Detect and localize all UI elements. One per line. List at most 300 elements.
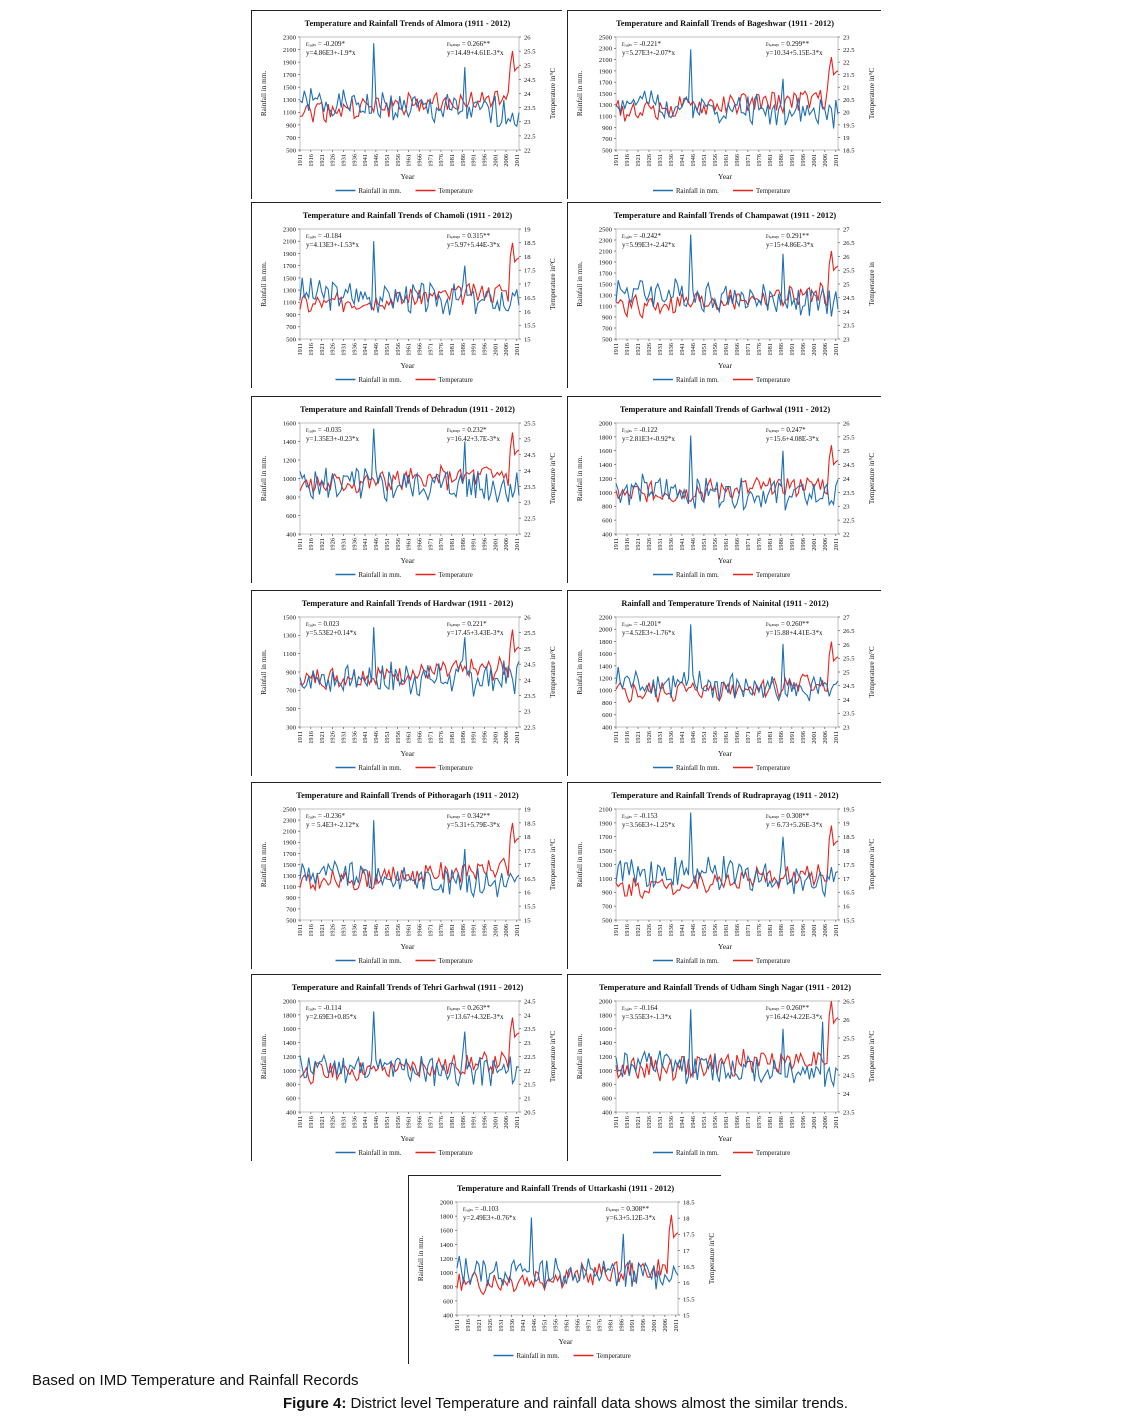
y-tick-label: 700: [286, 687, 296, 695]
legend: [653, 572, 790, 579]
x-tick-label: 1926: [329, 731, 337, 744]
x-tick-label: 1961: [723, 731, 731, 744]
legend-rainfall-label: Rainfall in mm.: [676, 572, 719, 579]
chart-title: Temperature and Rainfall Trends of Bageshwar (1911 - 2012): [615, 19, 835, 28]
y-tick-label: 900: [602, 889, 612, 897]
x-tick-label: 1961: [723, 538, 731, 551]
y-axis-title: Rainfall in mm.: [576, 261, 584, 307]
y-tick-label: 600: [602, 1095, 612, 1103]
y2-tick-label: 23.5: [843, 322, 855, 330]
y-tick-label: 1100: [283, 651, 296, 659]
x-tick-label: 1981: [767, 538, 775, 551]
y-tick-label: 1700: [282, 263, 296, 271]
x-tick-label: 1991: [789, 343, 797, 356]
y-tick-label: 900: [602, 124, 612, 132]
y2-tick-label: 23: [524, 499, 531, 507]
y2-tick-label: 25.5: [843, 434, 855, 442]
x-tick-label: 1961: [723, 154, 731, 167]
y2-tick-label: 24.5: [524, 452, 536, 460]
y2-tick-label: 22.5: [524, 133, 536, 141]
x-tick-label: 1951: [701, 1116, 709, 1129]
y-tick-label: 1800: [282, 1012, 296, 1020]
chart-panel-almora: [251, 10, 562, 199]
x-tick-label: 1981: [767, 731, 775, 744]
x-tick-label: 1986: [618, 1319, 626, 1332]
x-tick-label: 1961: [405, 154, 413, 167]
y2-tick-label: 15: [683, 1312, 690, 1320]
x-tick-label: 2011: [833, 343, 841, 356]
y2-tick-label: 24: [524, 90, 531, 98]
temp-correlation-label: rₜₑₘₚ = 0.342**: [447, 812, 491, 820]
x-tick-label: 1936: [668, 343, 676, 356]
x-tick-label: 1996: [481, 924, 489, 937]
temperature-series-line: [616, 826, 838, 898]
y-tick-label: 2100: [282, 828, 296, 836]
y-tick-label: 900: [286, 311, 296, 319]
x-tick-label: 1921: [318, 343, 326, 356]
x-tick-label: 1976: [756, 1116, 764, 1129]
x-axis-title: Year: [400, 361, 415, 370]
y2-tick-label: 25: [843, 448, 850, 456]
x-tick-label: 1921: [635, 1116, 643, 1129]
x-tick-label: 2001: [492, 343, 500, 356]
x-tick-label: 1991: [789, 154, 797, 167]
legend: [653, 958, 790, 965]
y2-tick-label: 17.5: [683, 1231, 695, 1239]
x-tick-label: 1916: [308, 538, 316, 551]
legend-rainfall-label: Rainfall in mm.: [358, 1150, 402, 1157]
chart-svg: [252, 11, 563, 200]
x-tick-label: 1946: [690, 1116, 698, 1129]
x-tick-label: 1931: [657, 731, 665, 744]
y-tick-label: 1100: [283, 884, 296, 892]
y-tick-label: 500: [286, 147, 296, 155]
y-tick-label: 1000: [282, 475, 296, 483]
y-tick-label: 1300: [282, 287, 296, 295]
chart-title: Temperature and Rainfall Trends of Hardwar (1911 - 2012): [301, 599, 514, 608]
y-tick-label: 1000: [598, 687, 612, 695]
y-axis-title: Rainfall in mm.: [576, 649, 584, 695]
rain-correlation-label: rᵣₐᵢₙ = -0.236*: [306, 812, 346, 820]
x-tick-label: 1916: [624, 731, 632, 744]
x-tick-label: 1941: [362, 731, 370, 744]
x-tick-label: 1991: [789, 1116, 797, 1129]
legend-temperature-label: Temperature: [438, 572, 473, 579]
x-tick-label: 1946: [690, 924, 698, 937]
x-tick-label: 1941: [679, 538, 687, 551]
x-tick-label: 1976: [438, 538, 446, 551]
y-tick-label: 1200: [282, 457, 296, 465]
y2-tick-label: 17: [843, 875, 850, 883]
legend-temperature-label: Temperature: [438, 188, 473, 195]
y-tick-label: 2300: [598, 237, 612, 245]
x-tick-label: 1991: [789, 924, 797, 937]
y2-tick-label: 24.5: [524, 661, 536, 669]
y-tick-label: 700: [286, 134, 296, 142]
y-tick-label: 500: [602, 147, 612, 155]
y-tick-label: 800: [602, 1081, 612, 1089]
x-tick-label: 1976: [438, 1116, 446, 1129]
y2-tick-label: 22.5: [843, 517, 855, 525]
x-tick-label: 1971: [427, 924, 435, 937]
x-tick-label: 1996: [800, 731, 808, 744]
y-tick-label: 1900: [282, 59, 296, 67]
x-tick-label: 2006: [503, 924, 511, 937]
x-tick-label: 1916: [308, 154, 316, 167]
y-tick-label: 1000: [282, 1067, 296, 1075]
x-tick-label: 1971: [427, 731, 435, 744]
y2-tick-label: 23: [524, 1040, 531, 1048]
y2-tick-label: 25.5: [843, 1035, 855, 1043]
temp-correlation-label: rₜₑₘₚ = 0.247*: [766, 426, 806, 434]
y2-tick-label: 18.5: [683, 1199, 695, 1207]
x-tick-label: 1926: [646, 343, 654, 356]
x-tick-label: 1931: [340, 154, 348, 167]
y-tick-label: 1300: [598, 861, 612, 869]
x-tick-label: 1911: [613, 538, 621, 551]
temp-equation-label: y=5.97+5.44E-3*x: [447, 241, 501, 249]
rain-equation-label: y=5.53E2+0.14*x: [306, 629, 357, 637]
y2-tick-label: 23.5: [843, 710, 855, 718]
y2-tick-label: 15: [524, 336, 531, 344]
x-tick-label: 1926: [487, 1319, 495, 1332]
x-tick-label: 1961: [405, 924, 413, 937]
temperature-series-line: [300, 51, 519, 122]
y2-tick-label: 16.5: [524, 295, 536, 303]
x-tick-label: 1951: [701, 924, 709, 937]
y-tick-label: 1600: [598, 1026, 612, 1034]
y-tick-label: 1700: [282, 72, 296, 80]
y2-tick-label: 24.5: [843, 683, 855, 691]
y2-tick-label: 24: [843, 308, 850, 316]
y-tick-label: 1200: [282, 1053, 296, 1061]
legend-temperature-label: Temperature: [756, 188, 791, 195]
y2-axis-title: Temperature in°C: [868, 646, 876, 698]
x-tick-label: 1921: [635, 924, 643, 937]
y-tick-label: 400: [602, 531, 612, 539]
legend: [336, 765, 473, 772]
y2-tick-label: 16.5: [683, 1263, 695, 1271]
x-tick-label: 1966: [734, 731, 742, 744]
x-tick-label: 2001: [811, 538, 819, 551]
temp-correlation-label: rₜₑₘₚ = 0.260**: [766, 620, 810, 628]
y2-tick-label: 22.5: [524, 515, 536, 523]
rainfall-series-line: [457, 1218, 678, 1290]
chart-title: Temperature and Rainfall Trends of Almora (1911 - 2012): [304, 19, 511, 28]
x-tick-label: 1936: [668, 154, 676, 167]
x-tick-label: 1966: [416, 154, 424, 167]
x-tick-label: 1961: [405, 1116, 413, 1129]
y2-tick-label: 25.5: [524, 420, 536, 428]
chart-svg: [568, 975, 882, 1162]
legend: [336, 572, 473, 579]
chart-panel-chamoli: [251, 202, 562, 388]
y2-tick-label: 23.5: [843, 489, 855, 497]
x-tick-label: 1931: [497, 1319, 505, 1332]
legend-temperature-label: Temperature: [756, 765, 791, 772]
caption-text: District level Temperature and rainfall data shows almost the similar trends.: [346, 1395, 848, 1412]
y-tick-label: 1500: [282, 275, 296, 283]
y2-tick-label: 22.5: [524, 1053, 536, 1061]
legend: [336, 958, 473, 965]
x-tick-label: 1976: [756, 731, 764, 744]
temp-equation-label: y=6.3+5.12E-3*x: [606, 1214, 656, 1222]
y-tick-label: 1700: [598, 834, 612, 842]
y2-tick-label: 25: [843, 669, 850, 677]
temp-equation-label: y = 6.73+5.26E-3*x: [766, 821, 823, 829]
x-tick-label: 1936: [668, 1116, 676, 1129]
legend-rainfall-label: Rainfall in mm.: [358, 188, 402, 195]
chart-svg: [568, 11, 882, 200]
y-axis-title: Rainfall in mm.: [260, 649, 268, 695]
legend-temperature-label: Temperature: [756, 572, 791, 579]
x-axis-title: Year: [400, 749, 415, 758]
y2-tick-label: 17.5: [524, 267, 536, 275]
x-axis-title: Year: [558, 1337, 573, 1346]
x-axis-title: Year: [718, 172, 732, 181]
temp-correlation-label: rₜₑₘₚ = 0.263**: [447, 1004, 491, 1012]
chart-panel-tehri-garhwal: [251, 974, 562, 1161]
rain-correlation-label: rᵣₐᵢₙ = 0.023: [306, 620, 340, 628]
x-tick-label: 1946: [530, 1319, 538, 1332]
x-tick-label: 1996: [481, 538, 489, 551]
temp-correlation-label: rₜₑₘₚ = 0.308**: [606, 1205, 650, 1213]
rain-equation-label: y=3.55E3+-1.3*x: [622, 1013, 672, 1021]
chart-svg: [252, 783, 563, 970]
y-tick-label: 2100: [598, 806, 612, 814]
rain-equation-label: y=4.52E3+-1.76*x: [622, 629, 676, 637]
legend-rainfall-label: Rainfall in mm.: [358, 958, 402, 965]
y2-tick-label: 18: [524, 834, 531, 842]
legend: [653, 188, 790, 195]
x-tick-label: 1951: [383, 154, 391, 167]
x-tick-label: 2001: [492, 924, 500, 937]
x-tick-label: 1981: [767, 154, 775, 167]
x-tick-label: 2006: [822, 343, 830, 356]
y-tick-label: 1000: [439, 1270, 453, 1278]
chart-panel-dehradun: [251, 396, 562, 583]
chart-svg: [568, 591, 882, 777]
x-tick-label: 1931: [340, 343, 348, 356]
x-axis-title: Year: [718, 1134, 732, 1143]
y-tick-label: 700: [602, 903, 612, 911]
temp-correlation-label: rₜₑₘₚ = 0.232*: [447, 426, 487, 434]
y2-tick-label: 18: [843, 848, 850, 856]
y-tick-label: 1300: [598, 102, 612, 110]
y2-axis-title: Temperature in°C: [868, 838, 876, 891]
rain-equation-label: y=3.56E3+-1.25*x: [622, 821, 676, 829]
x-tick-label: 2011: [514, 343, 522, 356]
x-tick-label: 1911: [613, 1116, 621, 1129]
x-tick-label: 1916: [624, 1116, 632, 1129]
temp-correlation-label: rₜₑₘₚ = 0.291**: [766, 232, 810, 240]
x-tick-label: 1956: [394, 154, 402, 167]
y2-tick-label: 16: [683, 1280, 690, 1288]
chart-panel-nainital: [567, 590, 881, 776]
y2-tick-label: 19: [524, 806, 531, 814]
chart-svg: [568, 203, 882, 389]
legend-rainfall-label: Rainfall in mm.: [516, 1353, 560, 1360]
temp-equation-label: y=5.31+5.79E-3*x: [447, 821, 501, 829]
chart-svg: [252, 203, 563, 389]
y2-tick-label: 24.5: [843, 295, 855, 303]
y2-tick-label: 22.5: [843, 46, 855, 54]
x-tick-label: 1956: [394, 1116, 402, 1129]
y2-tick-label: 16: [524, 889, 531, 897]
x-tick-label: 2011: [673, 1319, 681, 1332]
temperature-series-line: [457, 1215, 678, 1295]
y-tick-label: 700: [286, 906, 296, 914]
x-tick-label: 1926: [646, 538, 654, 551]
y-tick-label: 1300: [282, 632, 296, 640]
y2-tick-label: 25.5: [843, 267, 855, 275]
x-tick-label: 1966: [734, 1116, 742, 1129]
chart-svg: [568, 397, 882, 584]
x-tick-label: 1986: [778, 154, 786, 167]
y2-tick-label: 21: [843, 84, 850, 92]
x-tick-label: 2006: [662, 1319, 670, 1332]
x-tick-label: 1926: [329, 1116, 337, 1129]
y2-tick-label: 24: [843, 696, 850, 704]
x-tick-label: 1956: [394, 924, 402, 937]
y2-tick-label: 23.5: [524, 1026, 536, 1034]
legend: [336, 377, 473, 384]
x-tick-label: 1961: [723, 1116, 731, 1129]
rainfall-series-line: [616, 49, 838, 128]
y2-tick-label: 25.5: [843, 655, 855, 663]
x-tick-label: 1921: [635, 538, 643, 551]
chart-panel-hardwar: [251, 590, 562, 776]
x-axis-title: Year: [400, 556, 415, 565]
x-tick-label: 1981: [448, 343, 456, 356]
y2-tick-label: 23.5: [524, 483, 536, 491]
rain-equation-label: y = 5.4E3+-2.12*x: [306, 821, 360, 829]
chart-title: Temperature and Rainfall Trends of Tehri Garhwal (1911 - 2012): [291, 983, 524, 992]
y-tick-label: 2200: [598, 614, 612, 622]
x-tick-label: 1911: [297, 343, 305, 356]
temperature-series-line: [300, 243, 519, 312]
x-tick-label: 1971: [427, 538, 435, 551]
y-tick-label: 1100: [283, 109, 296, 117]
x-tick-label: 1986: [459, 1116, 467, 1129]
rain-equation-label: y=5.27E3+-2.07*x: [622, 49, 676, 57]
x-tick-label: 1971: [745, 924, 753, 937]
x-tick-label: 1986: [459, 731, 467, 744]
chart-title: Temperature and Rainfall Trends of Uttarkashi (1911 - 2012): [456, 1184, 675, 1193]
legend-temperature-label: Temperature: [438, 377, 473, 384]
chart-panel-rudraprayag: [567, 782, 881, 969]
x-tick-label: 1981: [767, 1116, 775, 1129]
x-tick-label: 1916: [624, 154, 632, 167]
y-tick-label: 2100: [598, 248, 612, 256]
y-tick-label: 2000: [598, 420, 612, 428]
x-tick-label: 1986: [459, 538, 467, 551]
y2-tick-label: 23.5: [524, 105, 536, 113]
y2-tick-label: 19: [843, 820, 850, 828]
y-tick-label: 1600: [282, 1026, 296, 1034]
legend-temperature-label: Temperature: [438, 1150, 473, 1157]
x-tick-label: 1921: [318, 538, 326, 551]
rain-equation-label: y=2.69E3+0.85*x: [306, 1013, 357, 1021]
y-tick-label: 800: [602, 699, 612, 707]
x-tick-label: 1926: [329, 154, 337, 167]
chart-svg: [252, 975, 563, 1162]
rain-correlation-label: rᵣₐᵢₙ = -0.164: [622, 1004, 658, 1012]
y2-tick-label: 19.5: [843, 806, 855, 814]
x-tick-label: 1946: [373, 154, 381, 167]
y-tick-label: 800: [602, 503, 612, 511]
x-tick-label: 2001: [651, 1319, 659, 1332]
x-tick-label: 1936: [668, 538, 676, 551]
y2-tick-label: 22: [524, 147, 531, 155]
x-tick-label: 2001: [811, 343, 819, 356]
y-tick-label: 500: [286, 917, 296, 925]
x-tick-label: 2006: [503, 731, 511, 744]
y2-tick-label: 15.5: [683, 1296, 695, 1304]
y2-tick-label: 22.5: [524, 724, 536, 732]
y2-tick-label: 18.5: [524, 820, 536, 828]
figure-caption: [283, 1395, 848, 1412]
x-tick-label: 1981: [448, 538, 456, 551]
x-tick-label: 1946: [690, 731, 698, 744]
y2-tick-label: 15.5: [524, 903, 536, 911]
x-tick-label: 2011: [833, 538, 841, 551]
x-tick-label: 2001: [811, 731, 819, 744]
y-tick-label: 300: [286, 724, 296, 732]
x-tick-label: 2011: [514, 731, 522, 744]
temp-correlation-label: rₜₑₘₚ = 0.299**: [766, 40, 810, 48]
x-tick-label: 1971: [745, 343, 753, 356]
x-tick-label: 1991: [789, 538, 797, 551]
x-tick-label: 1931: [657, 1116, 665, 1129]
x-tick-label: 1921: [635, 343, 643, 356]
y2-tick-label: 24.5: [524, 998, 536, 1006]
rain-correlation-label: rᵣₐᵢₙ = -0.184: [306, 232, 342, 240]
y-tick-label: 2000: [598, 626, 612, 634]
x-tick-label: 1961: [723, 924, 731, 937]
x-tick-label: 2001: [492, 538, 500, 551]
y2-tick-label: 23: [524, 708, 531, 716]
y2-axis-title: Temperature in°C: [868, 1030, 876, 1083]
x-tick-label: 1986: [778, 924, 786, 937]
y2-tick-label: 21: [524, 1095, 531, 1103]
chart-panel-udham-singh-nagar: [567, 974, 881, 1161]
x-tick-label: 1956: [712, 731, 720, 744]
y-tick-label: 1400: [282, 1040, 296, 1048]
y-tick-label: 400: [602, 1109, 612, 1117]
x-tick-label: 1921: [635, 154, 643, 167]
x-tick-label: 1916: [308, 343, 316, 356]
x-tick-label: 1996: [481, 154, 489, 167]
x-tick-label: 1941: [679, 924, 687, 937]
y-axis-title: Rainfall in mm.: [260, 455, 268, 502]
temp-equation-label: y=15+4.86E-3*x: [766, 241, 814, 249]
x-tick-label: 1996: [800, 154, 808, 167]
y2-axis-title: Temperature in°C: [549, 1030, 557, 1083]
chart-svg: [409, 1176, 722, 1365]
y-tick-label: 1300: [282, 873, 296, 880]
x-tick-label: 1911: [613, 154, 621, 167]
x-tick-label: 1911: [297, 538, 305, 551]
x-tick-label: 1971: [427, 154, 435, 167]
y-tick-label: 1900: [598, 68, 612, 76]
y-tick-label: 1200: [598, 1053, 612, 1061]
y-axis-title: Rainfall in mm.: [260, 841, 268, 888]
rain-correlation-label: rᵣₐᵢₙ = -0.201*: [622, 620, 662, 628]
x-tick-label: 1916: [624, 924, 632, 937]
x-tick-label: 1911: [454, 1319, 462, 1332]
x-tick-label: 1961: [563, 1319, 571, 1332]
